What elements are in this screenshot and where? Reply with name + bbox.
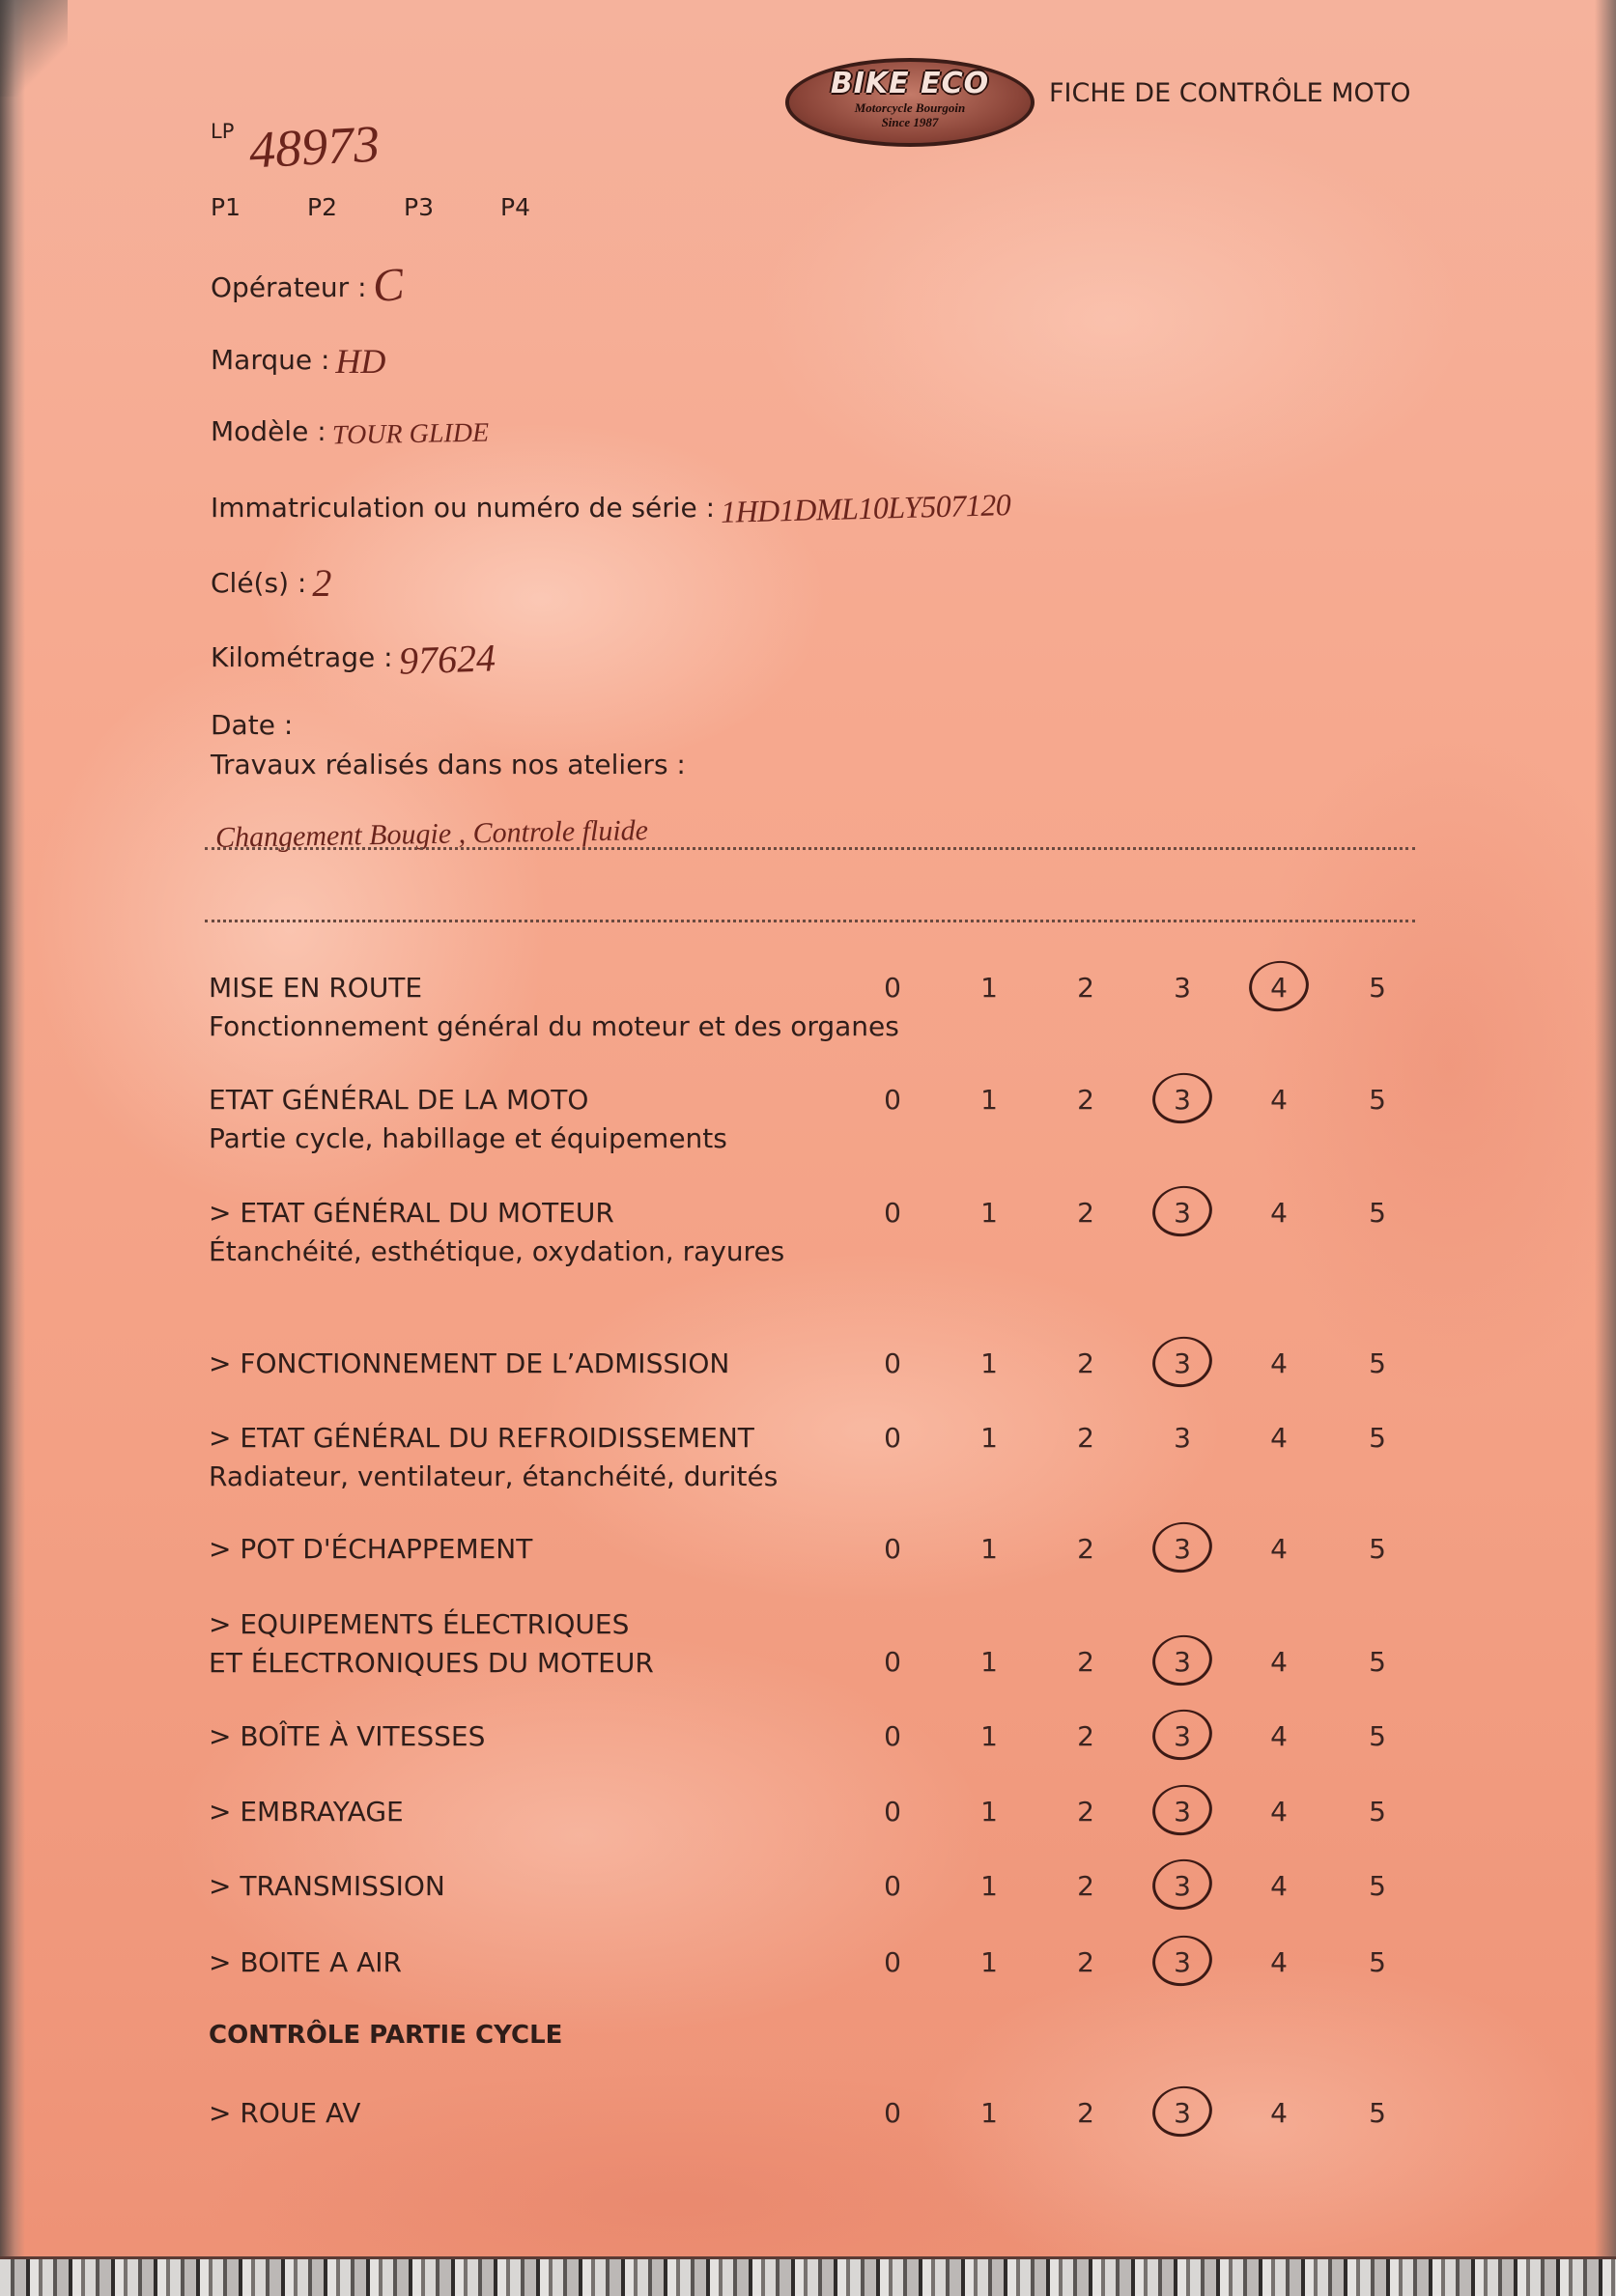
- score-option-3: [1153, 1335, 1211, 1393]
- score-option-5: [1348, 1708, 1406, 1766]
- score-value: 5: [1369, 1197, 1386, 1229]
- score-option-3: [1153, 1783, 1211, 1841]
- score-value: 1: [980, 1422, 998, 1454]
- score-option-2: [1057, 2084, 1115, 2142]
- selected-score-circle: [1148, 1332, 1215, 1391]
- lp-value: 48973: [247, 114, 382, 180]
- selected-score-circle: [1148, 2082, 1215, 2140]
- score-value: 0: [884, 1870, 901, 1902]
- score-value: 2: [1077, 1084, 1094, 1116]
- rating-title: ETAT GÉNÉRAL DE LA MOTO: [209, 1084, 589, 1116]
- score-value: 0: [884, 1946, 901, 1978]
- selected-score-circle: [1148, 1780, 1215, 1839]
- score-value: 1: [980, 1946, 998, 1978]
- score-option-1: [960, 1934, 1018, 1992]
- score-value: 4: [1270, 1422, 1288, 1454]
- keys-label: Clé(s) :: [211, 567, 307, 599]
- logo-since: Since 1987: [881, 115, 939, 129]
- score-option-5: [1348, 1857, 1406, 1915]
- score-option-2: [1057, 1184, 1115, 1242]
- score-value: 4: [1270, 1946, 1288, 1978]
- score-option-5: [1348, 1071, 1406, 1129]
- score-option-3: [1153, 1633, 1211, 1691]
- rating-title: > EMBRAYAGE: [209, 1796, 404, 1828]
- score-option-4: [1250, 1633, 1308, 1691]
- logo-tagline: Motorcycle Bourgoin: [854, 100, 966, 115]
- score-option-1: [960, 1335, 1018, 1393]
- score-value: 2: [1077, 1533, 1094, 1565]
- score-value: 5: [1369, 1646, 1386, 1678]
- score-value: 2: [1077, 1197, 1094, 1229]
- score-option-5: [1348, 1783, 1406, 1841]
- position-p2: P2: [307, 193, 337, 221]
- score-option-4: [1250, 1934, 1308, 1992]
- score-option-2: [1057, 1934, 1115, 1992]
- rating-title: > ROUE AV: [209, 2097, 361, 2129]
- score-value: 2: [1077, 1646, 1094, 1678]
- score-value: 1: [980, 1796, 998, 1828]
- score-option-5: [1348, 1335, 1406, 1393]
- score-value: 0: [884, 1646, 901, 1678]
- score-value: 4: [1270, 1720, 1288, 1752]
- score-option-2: [1057, 1783, 1115, 1841]
- score-option-0: [864, 1184, 921, 1242]
- model-label: Modèle :: [211, 415, 326, 447]
- score-option-1: [960, 959, 1018, 1017]
- rating-title: > BOÎTE À VITESSES: [209, 1720, 486, 1752]
- score-value: 2: [1077, 1796, 1094, 1828]
- score-option-0: [864, 1633, 921, 1691]
- score-value: 5: [1369, 1533, 1386, 1565]
- score-option-5: [1348, 959, 1406, 1017]
- score-value: 4: [1270, 1533, 1288, 1565]
- section-title-cycle: CONTRÔLE PARTIE CYCLE: [209, 2021, 563, 2050]
- score-option-3: [1153, 1520, 1211, 1578]
- works-label: Travaux réalisés dans nos ateliers :: [211, 749, 686, 780]
- score-option-4: [1250, 1335, 1308, 1393]
- score-option-0: [864, 1857, 921, 1915]
- score-value: 4: [1270, 1870, 1288, 1902]
- score-value: 1: [980, 2097, 998, 2129]
- score-value: 0: [884, 1720, 901, 1752]
- brand-value: HD: [335, 342, 386, 381]
- score-option-1: [960, 1783, 1018, 1841]
- serial-label: Immatriculation ou numéro de série :: [211, 492, 716, 524]
- rating-title: > BOITE A AIR: [209, 1946, 402, 1978]
- score-value: 0: [884, 1084, 901, 1116]
- rating-title: > ETAT GÉNÉRAL DU REFROIDISSEMENT: [209, 1422, 754, 1454]
- score-option-4: [1250, 1520, 1308, 1578]
- score-option-4: [1250, 1857, 1308, 1915]
- rating-title: > FONCTIONNEMENT DE L’ADMISSION: [209, 1347, 730, 1379]
- score-value: 3: [1174, 1422, 1191, 1454]
- score-option-2: [1057, 1708, 1115, 1766]
- score-option-3: [1153, 1934, 1211, 1992]
- score-value: 3: [1174, 1347, 1191, 1379]
- score-value: 1: [980, 1720, 998, 1752]
- score-value: 3: [1174, 972, 1191, 1004]
- rating-title: > TRANSMISSION: [209, 1870, 445, 1902]
- score-value: 1: [980, 1084, 998, 1116]
- score-option-3: [1153, 1708, 1211, 1766]
- score-value: 3: [1174, 1646, 1191, 1678]
- score-value: 5: [1369, 1720, 1386, 1752]
- score-option-4: [1250, 1708, 1308, 1766]
- score-value: 3: [1174, 2097, 1191, 2129]
- score-option-4: [1250, 1184, 1308, 1242]
- score-value: 2: [1077, 1422, 1094, 1454]
- score-value: 2: [1077, 2097, 1094, 2129]
- score-value: 1: [980, 1870, 998, 1902]
- rating-detail: Étanchéité, esthétique, oxydation, rayures: [209, 1235, 785, 1267]
- score-value: 1: [980, 1347, 998, 1379]
- score-value: 4: [1270, 972, 1288, 1004]
- score-value: 4: [1270, 1646, 1288, 1678]
- score-option-1: [960, 1184, 1018, 1242]
- selected-score-circle: [1148, 1517, 1215, 1576]
- score-option-4: [1250, 1071, 1308, 1129]
- rating-title: > POT D'ÉCHAPPEMENT: [209, 1533, 533, 1565]
- score-option-5: [1348, 1633, 1406, 1691]
- score-value: 3: [1174, 1946, 1191, 1978]
- works-entry: Changement Bougie , Controle fluide: [214, 814, 649, 854]
- score-option-5: [1348, 1934, 1406, 1992]
- score-option-2: [1057, 1335, 1115, 1393]
- score-value: 2: [1077, 1946, 1094, 1978]
- rating-title: > ETAT GÉNÉRAL DU MOTEUR: [209, 1197, 614, 1229]
- score-value: 4: [1270, 1347, 1288, 1379]
- score-option-1: [960, 1071, 1018, 1129]
- score-value: 4: [1270, 1197, 1288, 1229]
- score-value: 0: [884, 2097, 901, 2129]
- score-option-4: [1250, 1409, 1308, 1467]
- score-value: 4: [1270, 2097, 1288, 2129]
- score-value: 0: [884, 1533, 901, 1565]
- score-option-0: [864, 1708, 921, 1766]
- selected-score-circle: [1148, 1855, 1215, 1913]
- score-option-1: [960, 1409, 1018, 1467]
- rating-detail: ET ÉLECTRONIQUES DU MOTEUR: [209, 1647, 654, 1679]
- score-value: 0: [884, 1796, 901, 1828]
- selected-score-circle: [1245, 956, 1312, 1015]
- score-option-1: [960, 1520, 1018, 1578]
- score-option-3: [1153, 1857, 1211, 1915]
- score-value: 5: [1369, 1084, 1386, 1116]
- score-option-2: [1057, 1633, 1115, 1691]
- lp-label: LP: [211, 120, 235, 143]
- score-option-2: [1057, 1409, 1115, 1467]
- score-option-1: [960, 1857, 1018, 1915]
- score-value: 3: [1174, 1796, 1191, 1828]
- selected-score-circle: [1148, 1630, 1215, 1689]
- score-value: 4: [1270, 1796, 1288, 1828]
- score-value: 1: [980, 1197, 998, 1229]
- score-value: 5: [1369, 2097, 1386, 2129]
- score-value: 5: [1369, 972, 1386, 1004]
- rating-detail: Radiateur, ventilateur, étanchéité, durités: [209, 1460, 779, 1492]
- mileage-label: Kilométrage :: [211, 641, 393, 673]
- score-option-3: [1153, 1184, 1211, 1242]
- score-value: 0: [884, 1197, 901, 1229]
- plastic-sleeve-edge: [0, 2256, 1616, 2296]
- position-p3: P3: [404, 193, 434, 221]
- selected-score-circle: [1148, 1931, 1215, 1990]
- score-option-4: [1250, 1783, 1308, 1841]
- score-value: 5: [1369, 1347, 1386, 1379]
- selected-score-circle: [1148, 1068, 1215, 1127]
- score-value: 3: [1174, 1084, 1191, 1116]
- score-option-1: [960, 1633, 1018, 1691]
- logo-wordmark: BIKE ECO: [830, 67, 990, 100]
- score-value: 2: [1077, 1347, 1094, 1379]
- keys-value: 2: [312, 561, 332, 605]
- rating-detail: Partie cycle, habillage et équipements: [209, 1122, 727, 1154]
- score-option-5: [1348, 1184, 1406, 1242]
- score-option-0: [864, 1934, 921, 1992]
- score-value: 1: [980, 1646, 998, 1678]
- rating-title: MISE EN ROUTE: [209, 972, 423, 1004]
- score-option-0: [864, 1335, 921, 1393]
- score-value: 0: [884, 1347, 901, 1379]
- score-option-5: [1348, 1409, 1406, 1467]
- score-option-3: [1153, 1409, 1211, 1467]
- score-option-3: [1153, 1071, 1211, 1129]
- score-value: 2: [1077, 972, 1094, 1004]
- score-option-0: [864, 1783, 921, 1841]
- brand-label: Marque :: [211, 344, 330, 376]
- score-option-1: [960, 2084, 1018, 2142]
- score-option-4: [1250, 2084, 1308, 2142]
- score-option-5: [1348, 2084, 1406, 2142]
- score-value: 5: [1369, 1422, 1386, 1454]
- score-value: 1: [980, 972, 998, 1004]
- score-option-5: [1348, 1520, 1406, 1578]
- rating-detail: Fonctionnement général du moteur et des organes: [209, 1010, 899, 1042]
- date-label: Date :: [211, 709, 294, 741]
- score-value: 5: [1369, 1796, 1386, 1828]
- form-title: FICHE DE CONTRÔLE MOTO: [1049, 78, 1411, 108]
- score-value: 0: [884, 1422, 901, 1454]
- score-value: 3: [1174, 1533, 1191, 1565]
- serial-value: 1HD1DML10LY507120: [720, 487, 1011, 529]
- score-value: 4: [1270, 1084, 1288, 1116]
- score-option-2: [1057, 959, 1115, 1017]
- score-option-0: [864, 959, 921, 1017]
- score-option-0: [864, 1520, 921, 1578]
- score-value: 1: [980, 1533, 998, 1565]
- score-value: 3: [1174, 1870, 1191, 1902]
- score-value: 0: [884, 972, 901, 1004]
- score-option-0: [864, 1409, 921, 1467]
- score-value: 3: [1174, 1720, 1191, 1752]
- score-option-0: [864, 2084, 921, 2142]
- mileage-value: 97624: [397, 636, 496, 683]
- score-option-4: [1250, 959, 1308, 1017]
- score-option-0: [864, 1071, 921, 1129]
- score-option-3: [1153, 959, 1211, 1017]
- score-option-3: [1153, 2084, 1211, 2142]
- score-value: 5: [1369, 1870, 1386, 1902]
- selected-score-circle: [1148, 1705, 1215, 1764]
- score-value: 3: [1174, 1197, 1191, 1229]
- score-option-1: [960, 1708, 1018, 1766]
- selected-score-circle: [1148, 1181, 1215, 1240]
- score-value: 5: [1369, 1946, 1386, 1978]
- operator-label: Opérateur :: [211, 271, 367, 303]
- score-value: 2: [1077, 1720, 1094, 1752]
- rating-title: > EQUIPEMENTS ÉLECTRIQUES: [209, 1608, 630, 1640]
- score-option-2: [1057, 1857, 1115, 1915]
- model-value: TOUR GLIDE: [331, 417, 489, 451]
- position-p1: P1: [211, 193, 241, 221]
- score-option-2: [1057, 1520, 1115, 1578]
- position-p4: P4: [500, 193, 530, 221]
- operator-value: C: [369, 258, 407, 313]
- score-option-2: [1057, 1071, 1115, 1129]
- score-value: 2: [1077, 1870, 1094, 1902]
